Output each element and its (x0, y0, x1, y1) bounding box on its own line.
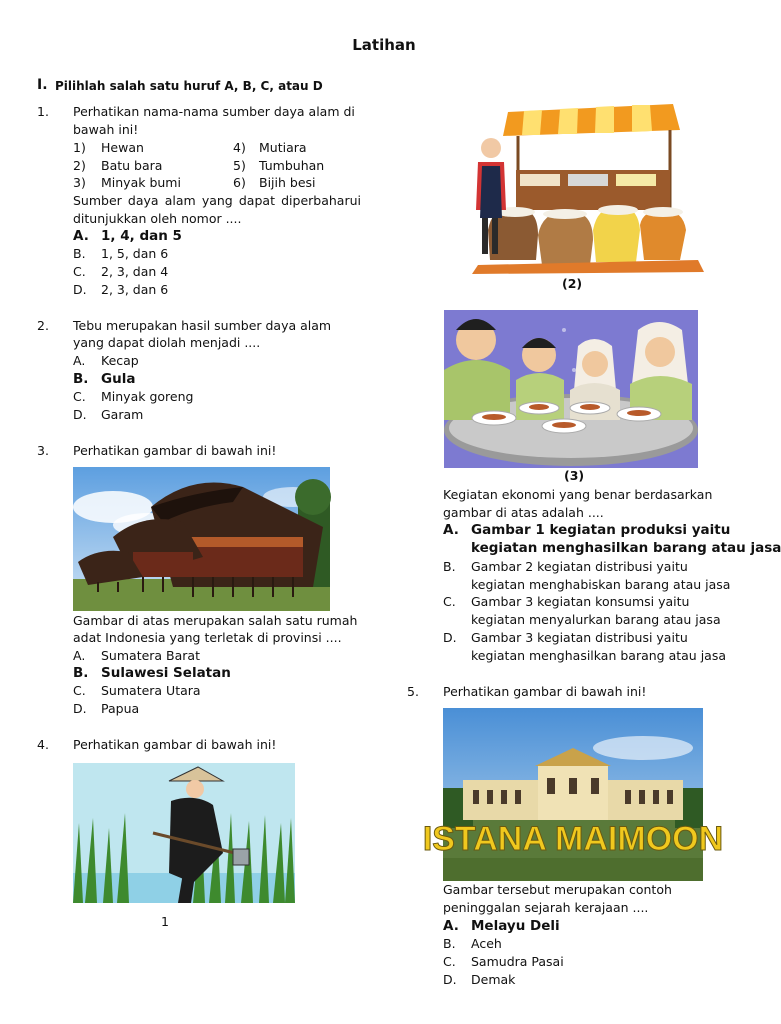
option-letter: B. (73, 665, 89, 681)
question-text: yang dapat diolah menjadi .... (73, 335, 261, 350)
figure-caption: 1 (161, 914, 169, 929)
sign-text: ISTANA MAIMOON (422, 820, 724, 858)
section-instruction: Pilihlah salah satu huruf A, B, C, atau D (55, 79, 323, 93)
market-stall-image (458, 100, 708, 276)
list-item-number: 1) (73, 140, 86, 155)
question-number: 3. (37, 443, 49, 458)
figure-caption: (3) (564, 468, 585, 483)
question-text: Gambar di atas merupakan salah satu rumah (73, 613, 358, 628)
question-text: Perhatikan nama-nama sumber daya alam di (73, 104, 355, 119)
option-letter: C. (73, 389, 86, 404)
option-text: Sumatera Utara (101, 683, 201, 698)
option-text: 1, 4, dan 5 (101, 228, 182, 244)
list-item: Bijih besi (259, 175, 316, 190)
option-letter: C. (73, 264, 86, 279)
question-text: Perhatikan gambar di bawah ini! (73, 737, 277, 752)
option-letter: B. (443, 936, 456, 951)
option-letter: D. (443, 630, 457, 645)
option-letter: C. (73, 683, 86, 698)
option-text: kegiatan menyalurkan barang atau jasa (471, 612, 721, 627)
question-text: Gambar tersebut merupakan contoh (443, 882, 672, 897)
option-letter: A. (73, 353, 86, 368)
option-letter: C. (443, 954, 456, 969)
section-number: I. (37, 77, 48, 93)
question-text: Kegiatan ekonomi yang benar berdasarkan (443, 487, 713, 502)
figure-caption: (2) (562, 276, 583, 291)
option-letter: B. (73, 246, 86, 261)
option-text: 2, 3, dan 6 (101, 282, 169, 297)
list-item-number: 4) (233, 140, 246, 155)
option-text: Gula (101, 371, 136, 387)
option-letter: A. (443, 918, 459, 934)
option-text: Kecap (101, 353, 139, 368)
tongkonan-house-image (73, 467, 330, 611)
question-text: peninggalan sejarah kerajaan .... (443, 900, 649, 915)
option-letter: B. (73, 371, 89, 387)
option-letter: D. (73, 407, 87, 422)
option-text: Sumatera Barat (101, 648, 200, 663)
question-number: 1. (37, 104, 49, 119)
question-text: Tebu merupakan hasil sumber daya alam (73, 318, 332, 333)
question-text: Perhatikan gambar di bawah ini! (443, 684, 647, 699)
option-letter: D. (73, 701, 87, 716)
option-text: Aceh (471, 936, 502, 951)
option-letter: C. (443, 594, 456, 609)
option-text: kegiatan menghasilkan barang atau jasa (471, 540, 781, 556)
question-text: bawah ini! (73, 122, 139, 137)
list-item-number: 2) (73, 158, 86, 173)
question-number: 5. (407, 684, 419, 699)
option-text: Samudra Pasai (471, 954, 564, 969)
istana-maimoon-image (422, 708, 724, 881)
question-number: 4. (37, 737, 49, 752)
option-text: Gambar 2 kegiatan distribusi yaitu (471, 559, 688, 574)
option-letter: A. (73, 648, 86, 663)
question-text: adat Indonesia yang terletak di provinsi .... (73, 630, 342, 645)
option-text: Gambar 3 kegiatan distribusi yaitu (471, 630, 688, 645)
option-letter: B. (443, 559, 456, 574)
option-text: Gambar 3 kegiatan konsumsi yaitu (471, 594, 690, 609)
question-text: Sumber daya alam yang dapat diperbaharui (73, 193, 361, 208)
option-text: Melayu Deli (471, 918, 560, 934)
list-item-number: 6) (233, 175, 246, 190)
list-item-number: 5) (233, 158, 246, 173)
option-letter: A. (73, 228, 89, 244)
question-text: ditunjukkan oleh nomor .... (73, 211, 242, 226)
option-text: 2, 3, dan 4 (101, 264, 169, 279)
list-item-number: 3) (73, 175, 86, 190)
list-item: Mutiara (259, 140, 307, 155)
option-letter: A. (443, 522, 459, 538)
option-text: Sulawesi Selatan (101, 665, 231, 681)
option-text: 1, 5, dan 6 (101, 246, 169, 261)
option-text: kegiatan menghabiskan barang atau jasa (471, 577, 731, 592)
option-text: Demak (471, 972, 516, 987)
page-title: Latihan (352, 36, 416, 54)
option-text: Garam (101, 407, 144, 422)
list-item: Batu bara (101, 158, 163, 173)
option-text: Papua (101, 701, 140, 716)
option-letter: D. (443, 972, 457, 987)
question-number: 2. (37, 318, 49, 333)
farmer-image (73, 763, 295, 903)
option-text: Minyak goreng (101, 389, 194, 404)
question-text: Perhatikan gambar di bawah ini! (73, 443, 277, 458)
family-eating-image (444, 310, 698, 468)
list-item: Minyak bumi (101, 175, 181, 190)
question-text: gambar di atas adalah .... (443, 505, 604, 520)
list-item: Hewan (101, 140, 144, 155)
option-letter: D. (73, 282, 87, 297)
option-text: Gambar 1 kegiatan produksi yaitu (471, 522, 731, 538)
list-item: Tumbuhan (259, 158, 325, 173)
option-text: kegiatan menghasilkan barang atau jasa (471, 648, 726, 663)
